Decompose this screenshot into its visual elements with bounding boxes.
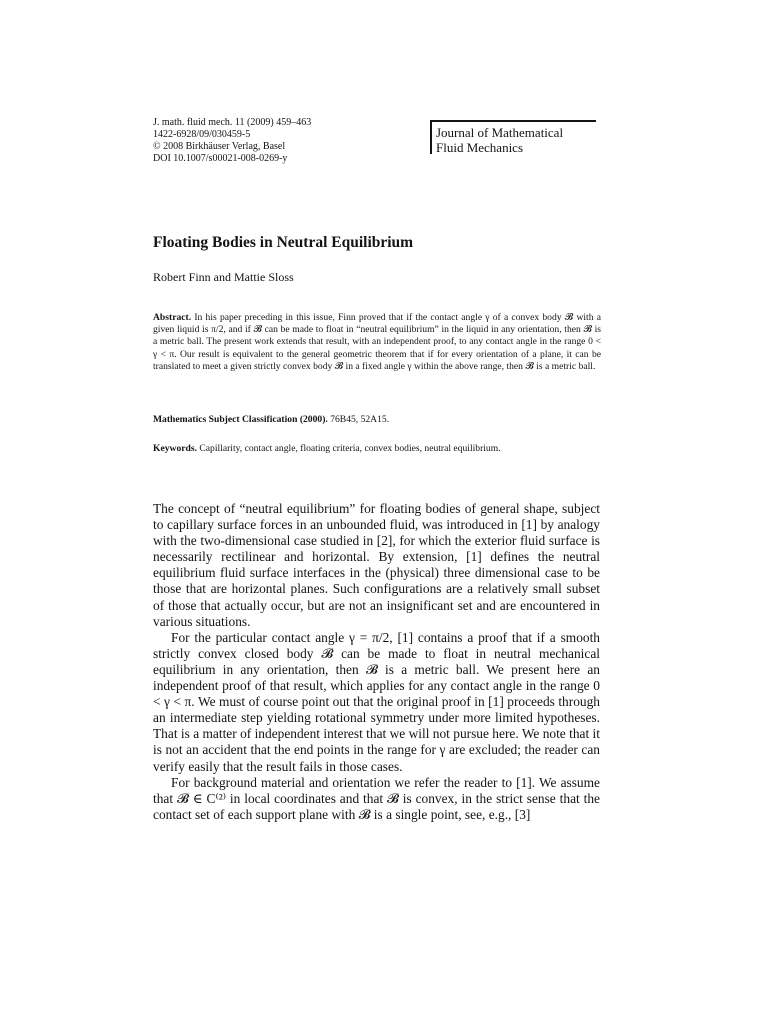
issn: 1422-6928/09/030459-5 <box>153 129 251 140</box>
authors: Robert Finn and Mattie Sloss <box>153 270 294 284</box>
journal-name-box <box>430 120 596 154</box>
msc-label: Mathematics Subject Classification (2000). <box>153 414 328 425</box>
body-paragraph-2: For the particular contact angle γ = π/2, [1] contains a proof that if a smooth strictly convex closed body 𝓑 can be made to float in neutral mechanical equilibrium in any orientation, then 𝓑 is a metric ball. We present here an independent proof of that result, which applies for any contact angle in the range 0 < γ < π. We must of course point out that the original proof in [1] proceeds through an intermediate step yielding rotational symmetry under more limited hypotheses. That is a matter of independent interest that we will not pursue here. We note that it is not an accident that the end points in the range for γ are excluded; the reader can verify easily that the result fails in those cases. <box>153 629 600 774</box>
abstract-text: In his paper preceding in this issue, Finn proved that if the contact angle γ of a convex body 𝓑 with a given liquid is π/2, and if 𝓑 can be made to float in “neutral equilibrium” in the liquid in any orientation, then 𝓑 is a metric ball. The present work extends that result, with an independent proof, to any contact angle in the range 0 < γ < π. Our result is equivalent to the general geometric theorem that if for every orientation of a plane, it can be translated to meet a given strictly convex body 𝓑 in a fixed angle γ within the above range, then 𝓑 is a metric ball. <box>153 312 601 372</box>
body-text <box>153 501 600 823</box>
journal-name-line2: Fluid Mechanics <box>436 140 524 155</box>
keywords-text: Capillarity, contact angle, floating criteria, convex bodies, neutral equilibrium. <box>199 443 501 454</box>
msc-codes: 76B45, 52A15. <box>330 414 390 425</box>
body-paragraph-1: The concept of “neutral equilibrium” for floating bodies of general shape, subject to capillary surface forces in an unbounded fluid, was introduced in [1] by analogy with the two-dimensional case studied in [2], for which the exterior fluid surface is necessarily rectilinear and horizontal. By extension, [1] defines the neutral equilibrium fluid surface interfaces in the (physical) three dimensional case to be those that are horizontal planes. Such configurations are a relatively small subset of those that actually occur, but are not an insignificant set and are encountered in various situations. <box>153 501 600 629</box>
citation-block <box>153 117 311 165</box>
keywords-label: Keywords. <box>153 443 197 454</box>
copyright: © 2008 Birkhäuser Verlag, Basel <box>153 141 286 152</box>
body-paragraph-3: For background material and orientation we refer the reader to [1]. We assume that 𝓑 ∈ C⁽²⁾ in local coordinates and that 𝓑 is convex, in the strict sense that the contact set of each support plane with 𝓑 is a single point, see, e.g., [3] <box>153 774 600 822</box>
doi: DOI 10.1007/s00021-008-0269-y <box>153 153 288 164</box>
journal-name-line1: Journal of Mathematical <box>436 125 564 140</box>
subject-classification <box>153 414 603 425</box>
keywords <box>153 443 603 454</box>
paper-title: Floating Bodies in Neutral Equilibrium <box>153 234 414 251</box>
abstract <box>153 312 601 373</box>
journal-citation: J. math. fluid mech. 11 (2009) 459–463 <box>153 117 312 128</box>
abstract-label: Abstract. <box>153 312 192 323</box>
